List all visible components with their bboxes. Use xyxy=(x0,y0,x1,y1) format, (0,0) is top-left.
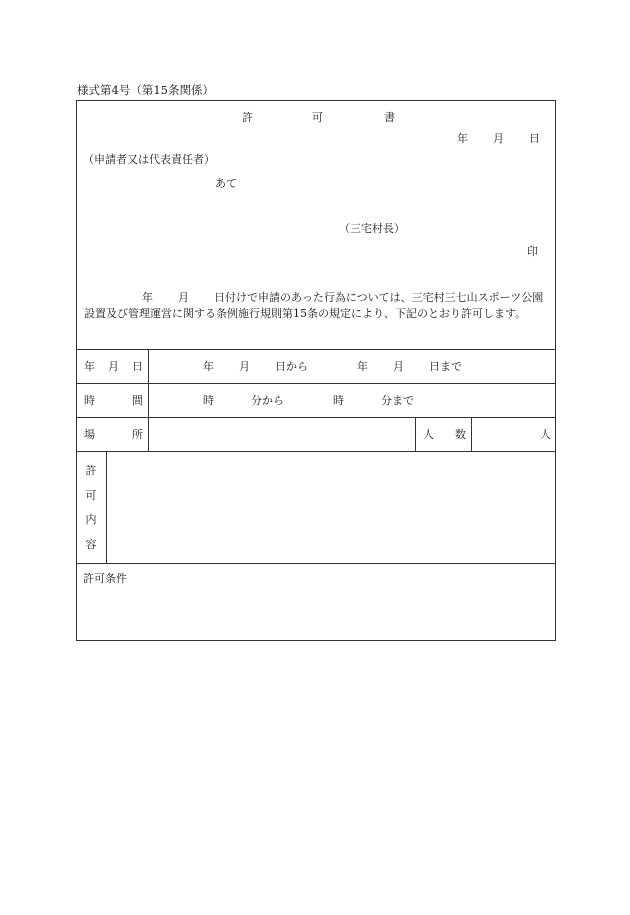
time-label-1: 時 xyxy=(84,394,95,407)
time-to-hour: 時 xyxy=(333,394,344,407)
permit-body-text xyxy=(84,290,552,322)
permit-form xyxy=(76,100,556,641)
time-to-minute: 分まで xyxy=(381,394,414,407)
date-from-day: 日から xyxy=(275,360,308,373)
title-char-3: 書 xyxy=(384,111,395,124)
date-label-day: 日 xyxy=(132,360,143,373)
date-from-month: 月 xyxy=(239,360,250,373)
divider xyxy=(77,451,555,452)
date-label-year: 年 xyxy=(84,360,95,373)
content-label-char: 内 xyxy=(85,513,97,526)
seal-mark: 印 xyxy=(527,245,538,258)
column-divider xyxy=(471,417,472,451)
date-label-month: 月 xyxy=(108,360,119,373)
count-unit: 人 xyxy=(540,428,551,441)
issuer-name: （三宅村長） xyxy=(339,222,405,235)
time-label-2: 間 xyxy=(132,394,143,407)
count-label-2: 数 xyxy=(455,428,466,441)
title-char-1: 許 xyxy=(242,111,253,124)
applicant-label: （申請者又は代表責任者） xyxy=(83,153,215,166)
issue-date-year: 年 xyxy=(457,132,468,145)
content-label-char: 容 xyxy=(85,537,97,551)
conditions-label: 許可条件 xyxy=(83,572,127,585)
addressee-suffix: あて xyxy=(215,177,237,190)
column-divider xyxy=(106,451,107,563)
content-label xyxy=(81,465,101,563)
date-to-month: 月 xyxy=(393,360,404,373)
issue-date-day: 日 xyxy=(529,132,540,145)
body-month: 月 xyxy=(178,291,189,304)
divider xyxy=(77,563,555,564)
issue-date-month: 月 xyxy=(493,132,504,145)
content-label-char: 許 xyxy=(85,464,97,477)
time-from-hour: 時 xyxy=(203,394,214,407)
content-label-cell xyxy=(77,451,106,563)
title-char-2: 可 xyxy=(312,111,323,124)
body-year: 年 xyxy=(142,291,153,304)
time-from-minute: 分から xyxy=(251,394,284,407)
place-label-2: 所 xyxy=(132,428,143,441)
form-caption: 様式第4号（第15条関係） xyxy=(77,83,214,97)
date-to-day: 日まで xyxy=(429,360,462,373)
content-label-char: 可 xyxy=(85,488,97,502)
column-divider xyxy=(415,417,416,451)
date-to-year: 年 xyxy=(357,360,368,373)
column-divider xyxy=(148,349,149,451)
body-text-main: 日付けで申請のあった行為については、三宅村三七山スポーツ公園設置及び管理運営に関する条例施行規則第15条の規定により、下記のとおり許可します。 xyxy=(84,291,544,320)
date-from-year: 年 xyxy=(203,360,214,373)
place-label-1: 場 xyxy=(84,428,95,441)
count-label-1: 人 xyxy=(423,428,434,441)
